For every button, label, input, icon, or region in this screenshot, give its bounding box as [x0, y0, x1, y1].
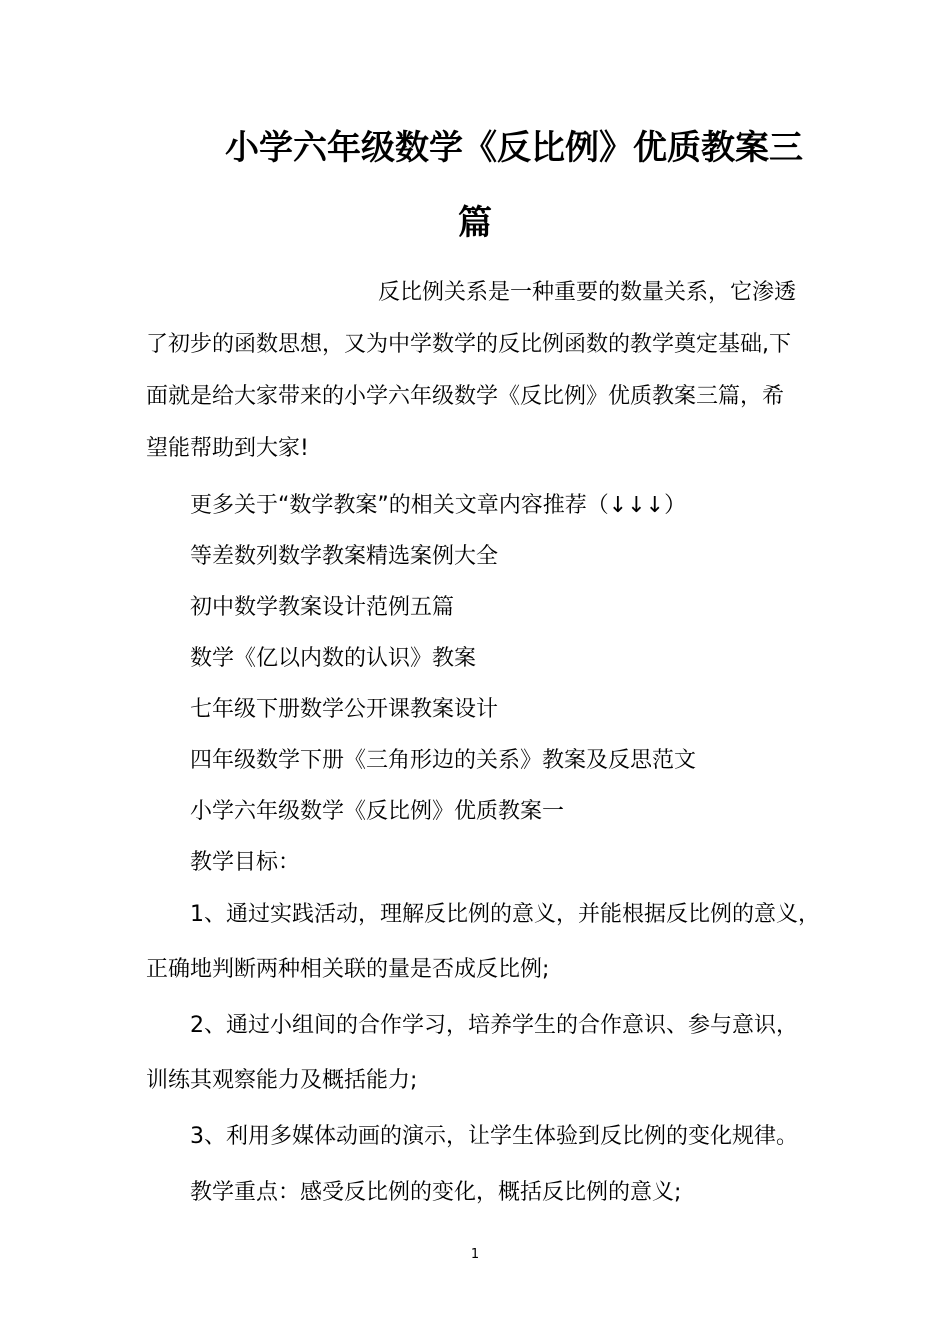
recommend-header: 更多关于“数学教案”的相关文章内容推荐（↓↓↓）	[190, 493, 687, 518]
related-link[interactable]: 数学《亿以内数的认识》教案	[190, 646, 477, 671]
objectives-heading: 教学目标：	[190, 850, 301, 875]
related-link[interactable]: 等差数列数学教案精选案例大全	[190, 544, 499, 569]
intro-line: 了初步的函数思想，又为中学数学的反比例函数的教学奠定基础,下	[146, 332, 791, 357]
intro-line: 反比例关系是一种重要的数量关系，它渗透	[378, 280, 797, 305]
document-title-continued: 篇	[458, 203, 492, 243]
objective-line: 1、通过实践活动，理解反比例的意义，并能根据反比例的意义，	[190, 902, 820, 927]
objective-line: 3、利用多媒体动画的演示，让学生体验到反比例的变化规律。	[190, 1124, 798, 1149]
related-link[interactable]: 七年级下册数学公开课教案设计	[190, 697, 499, 722]
key-point: 教学重点：感受反比例的变化，概括反比例的意义;	[190, 1180, 682, 1205]
related-link[interactable]: 初中数学教案设计范例五篇	[190, 595, 455, 620]
objective-line: 2、通过小组间的合作学习，培养学生的合作意识、参与意识，	[190, 1013, 798, 1038]
section-title: 小学六年级数学《反比例》优质教案一	[190, 799, 565, 824]
objective-line: 正确地判断两种相关联的量是否成反比例;	[146, 957, 550, 982]
page-number: 1	[470, 1247, 480, 1262]
objective-line: 训练其观察能力及概括能力;	[146, 1068, 418, 1093]
intro-line: 望能帮助到大家!	[146, 436, 309, 461]
related-link[interactable]: 四年级数学下册《三角形边的关系》教案及反思范文	[190, 748, 697, 773]
document-title: 小学六年级数学《反比例》优质教案三	[225, 128, 803, 168]
intro-line: 面就是给大家带来的小学六年级数学《反比例》优质教案三篇，希	[146, 384, 785, 409]
